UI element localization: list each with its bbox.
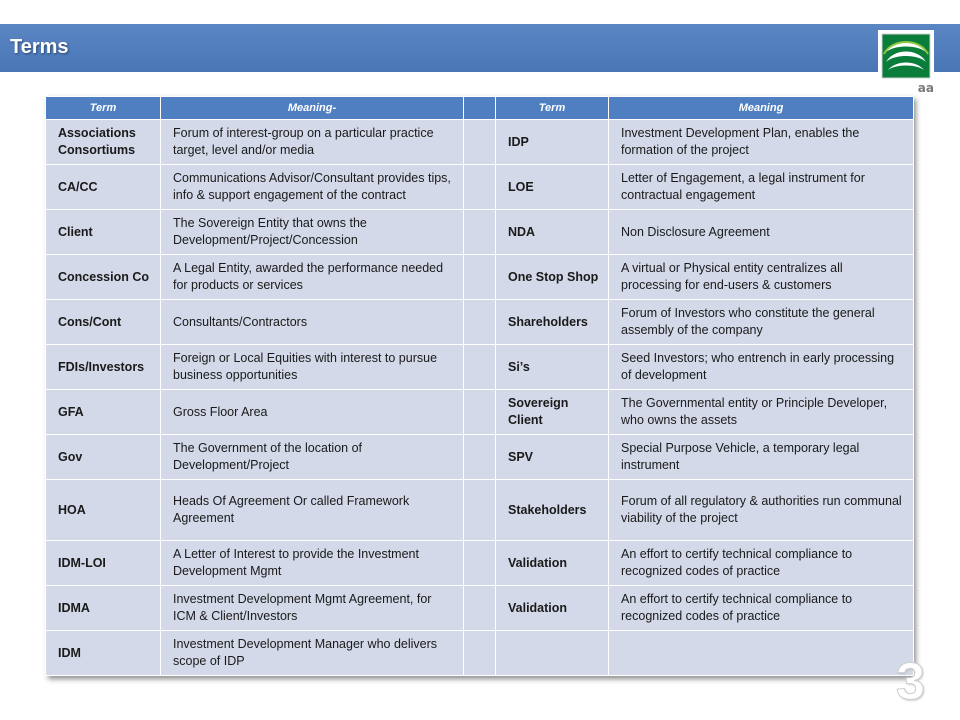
spacer-cell xyxy=(464,120,496,165)
table-row xyxy=(46,480,914,541)
left-term: FDIs/Investors xyxy=(46,345,161,390)
table-header-row xyxy=(46,97,914,120)
left-term: IDM xyxy=(46,631,161,676)
left-term: IDM-LOI xyxy=(46,541,161,586)
right-term xyxy=(496,631,609,676)
right-meaning: An effort to certify technical compliance to recognized codes of practice xyxy=(609,586,914,631)
left-term: Concession Co xyxy=(46,255,161,300)
right-term: LOE xyxy=(496,165,609,210)
left-meaning: The Government of the location of Development/Project xyxy=(161,435,464,480)
spacer-cell xyxy=(464,480,496,541)
left-meaning: Consultants/Contractors xyxy=(161,300,464,345)
spacer-cell xyxy=(464,345,496,390)
title-bar xyxy=(0,24,960,72)
header-term-left: Term xyxy=(46,97,161,120)
right-meaning: Special Purpose Vehicle, a temporary legal instrument xyxy=(609,435,914,480)
table-row xyxy=(46,255,914,300)
header-meaning-right: Meaning xyxy=(609,97,914,120)
left-term: Associations Consortiums xyxy=(46,120,161,165)
right-term: Si’s xyxy=(496,345,609,390)
table-row xyxy=(46,586,914,631)
left-term: CA/CC xyxy=(46,165,161,210)
right-meaning: Letter of Engagement, a legal instrument for contractual engagement xyxy=(609,165,914,210)
spacer-cell xyxy=(464,435,496,480)
table-row xyxy=(46,165,914,210)
left-meaning: Forum of interest-group on a particular practice target, level and/or media xyxy=(161,120,464,165)
left-meaning: Foreign or Local Equities with interest to pursue business opportunities xyxy=(161,345,464,390)
table-row xyxy=(46,631,914,676)
right-term: Sovereign Client xyxy=(496,390,609,435)
left-term: Cons/Cont xyxy=(46,300,161,345)
page-number: 3 xyxy=(896,653,925,711)
spacer-cell xyxy=(464,255,496,300)
spacer-cell xyxy=(464,631,496,676)
left-term: IDMA xyxy=(46,586,161,631)
right-meaning: A virtual or Physical entity centralizes all processing for end-users & customers xyxy=(609,255,914,300)
spacer-cell xyxy=(464,165,496,210)
right-meaning: Non Disclosure Agreement xyxy=(609,210,914,255)
left-meaning: Investment Development Manager who delivers scope of IDP xyxy=(161,631,464,676)
right-meaning: An effort to certify technical compliance to recognized codes of practice xyxy=(609,541,914,586)
header-spacer xyxy=(464,97,496,120)
left-term: GFA xyxy=(46,390,161,435)
right-term: One Stop Shop xyxy=(496,255,609,300)
right-term: Validation xyxy=(496,586,609,631)
right-meaning xyxy=(609,631,914,676)
left-meaning: A Legal Entity, awarded the performance needed for products or services xyxy=(161,255,464,300)
left-term: Gov xyxy=(46,435,161,480)
left-meaning: Investment Development Mgmt Agreement, for ICM & Client/Investors xyxy=(161,586,464,631)
table-row xyxy=(46,435,914,480)
left-meaning: A Letter of Interest to provide the Investment Development Mgmt xyxy=(161,541,464,586)
left-term: Client xyxy=(46,210,161,255)
terms-table xyxy=(45,96,913,676)
page-title: Terms xyxy=(10,36,69,58)
right-meaning: Investment Development Plan, enables the formation of the project xyxy=(609,120,914,165)
right-term: NDA xyxy=(496,210,609,255)
header-meaning-left: Meaning- xyxy=(161,97,464,120)
left-meaning: Heads Of Agreement Or called Framework Agreement xyxy=(161,480,464,541)
right-meaning: The Governmental entity or Principle Developer, who owns the assets xyxy=(609,390,914,435)
right-term: Shareholders xyxy=(496,300,609,345)
table-row xyxy=(46,300,914,345)
spacer-cell xyxy=(464,300,496,345)
right-meaning: Forum of all regulatory & authorities run communal viability of the project xyxy=(609,480,914,541)
table-row xyxy=(46,345,914,390)
table-row xyxy=(46,390,914,435)
header-term-right: Term xyxy=(496,97,609,120)
table-row xyxy=(46,541,914,586)
table-row xyxy=(46,120,914,165)
spacer-cell xyxy=(464,390,496,435)
left-meaning: Gross Floor Area xyxy=(161,390,464,435)
right-term: IDP xyxy=(496,120,609,165)
table-row xyxy=(46,210,914,255)
spacer-cell xyxy=(464,541,496,586)
right-meaning: Forum of Investors who constitute the general assembly of the company xyxy=(609,300,914,345)
left-meaning: The Sovereign Entity that owns the Development/Project/Concession xyxy=(161,210,464,255)
logo-text: aa xyxy=(917,81,934,95)
spacer-cell xyxy=(464,586,496,631)
left-meaning: Communications Advisor/Consultant provides tips, info & support engagement of the contract xyxy=(161,165,464,210)
right-meaning: Seed Investors; who entrench in early processing of development xyxy=(609,345,914,390)
left-term: HOA xyxy=(46,480,161,541)
right-term: Validation xyxy=(496,541,609,586)
right-term: Stakeholders xyxy=(496,480,609,541)
spacer-cell xyxy=(464,210,496,255)
right-term: SPV xyxy=(496,435,609,480)
